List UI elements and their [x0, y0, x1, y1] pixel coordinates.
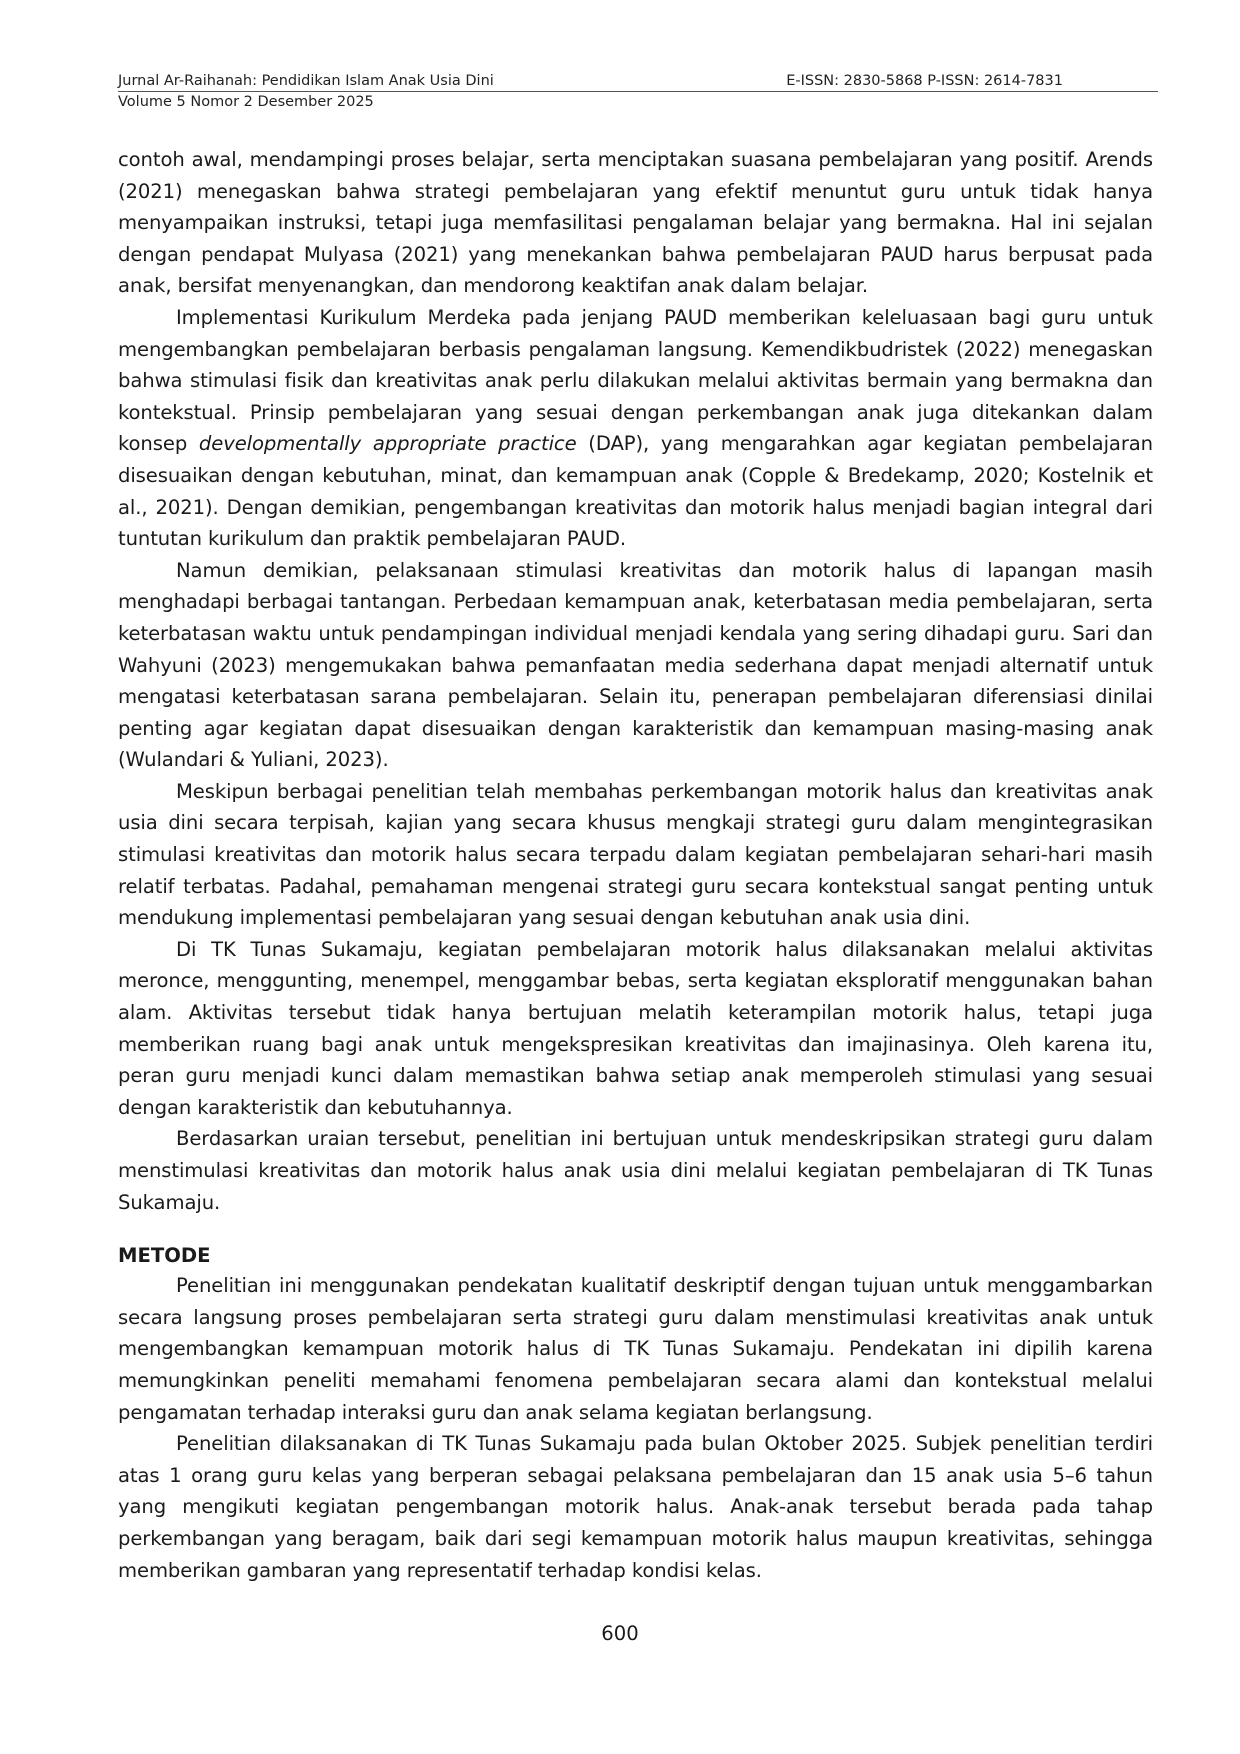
volume-info: Volume 5 Nomor 2 Desember 2025	[118, 94, 374, 110]
paragraph-2-text-b: (DAP), yang mengarahkan agar kegiatan pembelajaran disesuaikan dengan kebutuhan, minat, dan kemampuan anak (Copple & Bredekamp, 2020; Kostelnik et al., 2021). Dengan demikian, pengembangan kreativitas dan motorik halus menjadi bagian integral dari tuntutan kurikulum dan praktik pembelajaran PAUD.	[118, 432, 1153, 551]
paragraph-6: Berdasarkan uraian tersebut, penelitian ini bertujuan untuk mendeskripsikan strategi guru dalam menstimulasi kreativitas dan motorik halus anak usia dini melalui kegiatan pembelajaran di TK Tunas Sukamaju.	[118, 1127, 1153, 1214]
paragraph-3: Namun demikian, pelaksanaan stimulasi kreativitas dan motorik halus di lapangan masih menghadapi berbagai tantangan. Perbedaan kemampuan anak, keterbatasan media pembelajaran, serta keterbatasan waktu untuk pendampingan individual menjadi kendala yang sering dihadapi guru. Sari dan Wahyuni (2023) mengemukakan bahwa pemanfaatan media sederhana dapat menjadi alternatif untuk mengatasi keterbatasan sarana pembelajaran. Selain itu, penerapan pembelajaran diferensiasi dinilai penting agar kegiatan dapat disesuaikan dengan karakteristik dan kemampuan masing-masing anak (Wulandari & Yuliani, 2023).	[118, 558, 1153, 772]
journal-title: Jurnal Ar-Raihanah: Pendidikan Islam Anak Usia Dini	[118, 73, 494, 89]
paragraph-5: Di TK Tunas Sukamaju, kegiatan pembelajaran motorik halus dilaksanakan melalui aktivitas meronce, menggunting, menempel, menggambar bebas, serta kegiatan eksploratif menggunakan bahan alam. Aktivitas tersebut tidak hanya bertujuan melatih keterampilan motorik halus, tetapi juga memberikan ruang bagi anak untuk mengekspresikan kreativitas dan imajinasinya. Oleh karena itu, peran guru menjadi kunci dalam memastikan bahwa setiap anak memperoleh stimulasi yang sesuai dengan karakteristik dan kebutuhannya.	[118, 937, 1153, 1119]
header-divider	[118, 91, 1158, 92]
section-heading-metode: METODE	[118, 1244, 211, 1268]
issn-info: E-ISSN: 2830-5868 P-ISSN: 2614-7831	[786, 73, 1063, 89]
article-content	[118, 144, 1153, 1586]
page-header	[118, 72, 1158, 111]
page-number: 600	[601, 1622, 639, 1645]
metode-paragraph-2: Penelitian dilaksanakan di TK Tunas Sukamaju pada bulan Oktober 2025. Subjek penelitian terdiri atas 1 orang guru kelas yang berperan sebagai pelaksana pembelajaran dan 15 anak usia 5–6 tahun yang mengikuti kegiatan pengembangan motorik halus. Anak-anak tersebut berada pada tahap perkembangan yang beragam, baik dari segi kemampuan motorik halus maupun kreativitas, sehingga memberikan gambaran yang representatif terhadap kondisi kelas.	[118, 1432, 1153, 1582]
paragraph-4: Meskipun berbagai penelitian telah membahas perkembangan motorik halus dan kreativitas anak usia dini secara terpisah, kajian yang secara khusus mengkaji strategi guru dalam mengintegrasikan stimulasi kreativitas dan motorik halus secara terpadu dalam kegiatan pembelajaran sehari-hari masih relatif terbatas. Padahal, pemahaman mengenai strategi guru secara kontekstual sangat penting untuk mendukung implementasi pembelajaran yang sesuai dengan kebutuhan anak usia dini.	[118, 779, 1153, 930]
paragraph-2-italic-term: developmentally appropriate practice	[198, 432, 577, 456]
paragraph-2	[118, 302, 1153, 555]
paragraph-2-text-a: Implementasi Kurikulum Merdeka pada jenjang PAUD memberikan keleluasaan bagi guru untuk mengembangkan pembelajaran berbasis pengalaman langsung. Kemendikbudristek (2022) menegaskan bahwa stimulasi fisik dan kreativitas anak perlu dilakukan melalui aktivitas bermain yang bermakna dan kontekstual. Prinsip pembelajaran yang sesuai dengan perkembangan anak juga ditekankan dalam konsep	[118, 305, 1153, 456]
metode-paragraph-1: Penelitian ini menggunakan pendekatan kualitatif deskriptif dengan tujuan untuk menggambarkan secara langsung proses pembelajaran serta strategi guru dalam menstimulasi kreativitas anak untuk mengembangkan kemampuan motorik halus di TK Tunas Sukamaju. Pendekatan ini dipilih karena memungkinkan peneliti memahami fenomena pembelajaran secara alami dan kontekstual melalui pengamatan terhadap interaksi guru dan anak selama kegiatan berlangsung.	[118, 1274, 1153, 1424]
paragraph-1: contoh awal, mendampingi proses belajar, serta menciptakan suasana pembelajaran yang positif. Arends (2021) menegaskan bahwa strategi pembelajaran yang efektif menuntut guru untuk tidak hanya menyampaikan instruksi, tetapi juga memfasilitasi pengalaman belajar yang bermakna. Hal ini sejalan dengan pendapat Mulyasa (2021) yang menekankan bahwa pembelajaran PAUD harus berpusat pada anak, bersifat menyenangkan, dan mendorong keaktifan anak dalam belajar.	[118, 148, 1153, 298]
header-row	[118, 72, 1158, 90]
